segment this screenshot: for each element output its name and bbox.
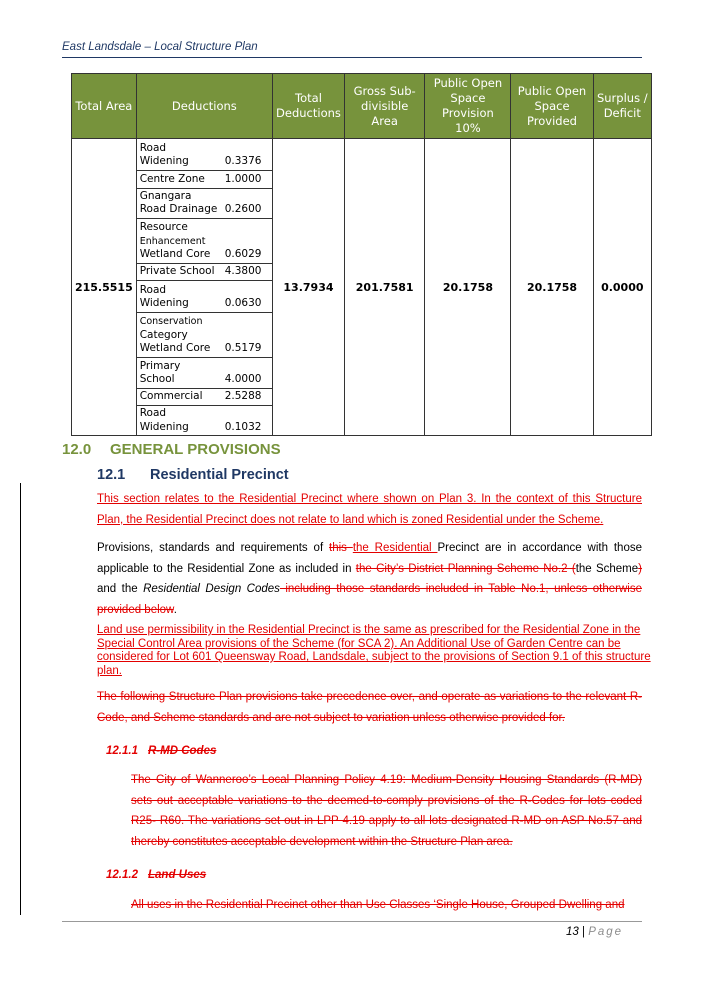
deleted-text: The following Structure Plan provisions take precedence over, and operate as variations to the relevant R- Code, and Scheme standards and are not subject to variation unless otherwise provided for. [97,691,642,724]
deduction-row [137,280,272,312]
change-bar [20,483,21,679]
deduction-label: Resource [139,221,188,233]
deduction-value: 4.0000 [222,357,272,388]
deduction-label: Category [139,328,188,341]
text-run: and the [97,583,144,595]
cell-surplus: 0.0000 [593,139,651,436]
text-run: Provisions, standards and requirements of [97,542,330,554]
cell-pos-provision: 20.1758 [425,139,511,436]
header-pos-provided: Public Open Space Provided [511,74,593,139]
text-run: . [173,603,177,616]
table-header-row [72,74,652,139]
deduction-value: 0.1032 [224,420,262,433]
deduction-row [137,388,272,405]
subsection-number: 12.1 [97,467,126,483]
deduction-row [137,312,272,357]
deduction-value: 2.5288 [222,388,272,405]
deleted-text: including those standards included in Table No.1, unless otherwise provided below [97,583,642,616]
inserted-text: Land use permissibility in the Residential Precinct is the same as prescribed for the Residential Zone in the Special Control Area provisions of the Scheme (for SCA 2). An Additional Use of Garden Centre can be considered for Lot 601 Queensway Road, Landsdale, subject to the provisions of Section 9.1 of this structure plan. [97,624,651,677]
section-heading [62,441,281,458]
deleted-text: the City’s District Planning Scheme No.2 ( [355,562,576,575]
text-run: Precinct are in accordance with those applicable to the Residential Zone as included in [97,542,642,575]
deduction-label: Centre Zone [137,170,222,188]
pos-table [71,73,652,436]
deduction-label: Road Drainage [139,203,218,215]
deduction-label: Widening [139,297,189,309]
deduction-row [137,218,272,263]
header-total-area: Total Area [72,74,137,139]
cell-deductions [136,139,272,436]
paragraph-land-uses [131,895,642,916]
cell-total-deductions: 13.7934 [273,139,345,436]
deduction-label: Primary [139,359,181,372]
heading-number: 12.1.1 [106,745,138,757]
deduction-value: 0.5179 [222,312,272,357]
paragraph-precinct-definition [97,489,642,530]
heading-title: R-MD Codes [148,745,217,757]
deleted-text: ) [638,562,643,575]
page-number-separator: | [582,926,585,938]
deduction-label: Road [139,283,167,296]
page-word: Page [588,926,624,938]
deduction-label: Wetland Core [139,248,211,260]
deduction-label: Road [139,141,167,154]
subsection-heading [97,467,289,483]
deduction-label: Commercial [137,388,222,405]
deduction-label: Wetland Core [139,342,211,354]
deduction-label: School [139,373,175,385]
header-gross-subdivisible: Gross Sub-divisible Area [344,74,425,139]
deduction-row [137,405,272,435]
cell-pos-provided: 20.1758 [511,139,593,436]
deleted-text: The City of Wanneroo’s Local Planning Policy 4.19: Medium-Density Housing Standards (R-MD) sets out acceptable variations to the deemed-to-comply provisions of the R-Codes for lots coded R25- R60. The variations set out in LPP 4.19 apply to all lots designated R-MD on ASP No.57 and thereby constitutes acceptable development within the Structure Plan area. [131,774,642,848]
table-row [72,139,652,436]
page-number [566,926,623,938]
header-pos-provision: Public Open Space Provision 10% [425,74,511,139]
deduction-value: 0.0630 [222,280,272,312]
deduction-label: Gnangara [139,189,192,202]
subsection-title: Residential Precinct [150,467,289,483]
deduction-label: Conservation [139,316,203,327]
inserted-text: This section relates to the Residential Precinct where shown on Plan 3. In the context of this Structure Plan, the Residential Precinct does not relate to land which is zoned Residential under the Scheme. [97,493,642,526]
deduction-row [137,139,272,170]
deduction-label: Private School [137,263,222,280]
document-header-title: East Landsdale – Local Structure Plan [62,41,258,53]
paragraph-variations [97,687,642,728]
section-title: GENERAL PROVISIONS [110,441,281,458]
cell-total-area: 215.5515 [72,139,137,436]
deduction-row [137,263,272,280]
change-bar [20,662,21,915]
deduction-value: 1.0000 [222,170,272,188]
page-number-value: 13 [566,926,579,938]
deduction-value: 0.2600 [222,188,272,218]
deduction-row [137,188,272,218]
deleted-text: this [329,542,353,554]
heading-rmd-codes [106,745,216,757]
paragraph-rmd [131,770,642,852]
text-run-italic: Residential Design Codes [143,583,280,595]
deduction-label: Widening [139,420,189,433]
inserted-text: the Residential [352,542,438,554]
header-total-deductions: Total Deductions [273,74,345,139]
deductions-list [137,139,272,435]
deduction-row [137,357,272,388]
footer-rule [62,921,642,922]
paragraph-land-use [97,624,657,678]
header-rule [62,57,642,58]
deduction-label: Enhancement [139,235,206,247]
heading-land-uses [106,869,206,881]
deleted-text: All uses in the Residential Precinct other than Use Classes ‘Single House, Grouped Dwelling and [131,899,625,911]
deduction-value: 0.6029 [222,218,272,263]
deduction-value: 4.3800 [222,263,272,280]
deduction-value: 0.3376 [222,139,272,170]
heading-number: 12.1.2 [106,869,138,881]
deduction-label: Widening [139,155,189,167]
deduction-row [137,170,272,188]
header-deductions: Deductions [136,74,272,139]
heading-title: Land Uses [148,869,207,881]
cell-gross-subdivisible: 201.7581 [344,139,425,436]
section-number: 12.0 [62,441,92,458]
header-surplus: Surplus / Deficit [593,74,651,139]
paragraph-provisions [97,538,642,620]
text-run: the Scheme [575,562,639,575]
deduction-label: Road [139,407,167,419]
